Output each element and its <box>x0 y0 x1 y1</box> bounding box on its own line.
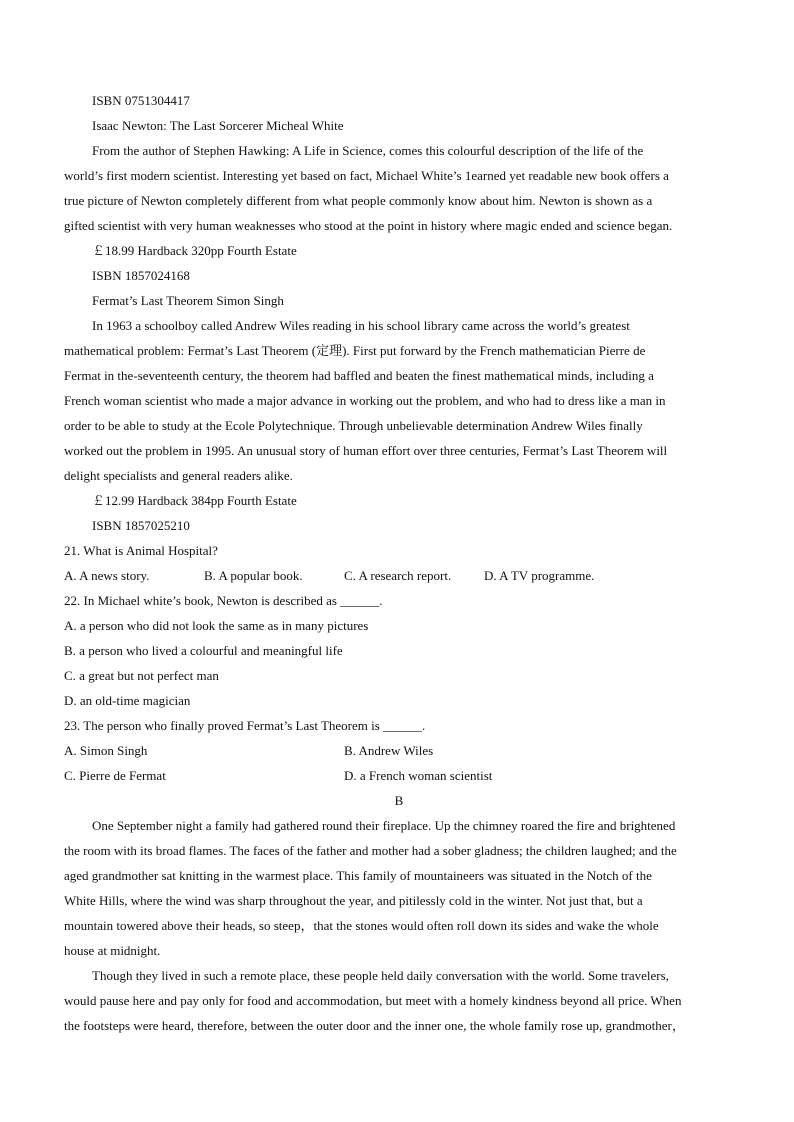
answer-option: B. a person who lived a colourful and meaningful life <box>64 643 343 658</box>
paragraph-line: gifted scientist with very human weaknesses who stood at the point in history where magic ended and science began. <box>64 218 673 233</box>
paragraph-line: the room with its broad flames. The faces of the father and mother had a sober gladness; the children laughed; and the <box>64 843 677 858</box>
answer-option: C. A research report. <box>344 568 452 583</box>
answer-option: D. an old-time magician <box>64 693 191 708</box>
question-options <box>64 738 734 763</box>
question-stem: 22. In Michael white’s book, Newton is described as ______. <box>64 593 383 608</box>
answer-option: D. A TV programme. <box>484 568 595 583</box>
answer-option: D. a French woman scientist <box>344 768 493 783</box>
question-options <box>64 763 734 788</box>
answer-option: A. A news story. <box>64 568 150 583</box>
paragraph-line: would pause here and pay only for food and accommodation, but meet with a homely kindness beyond all price. When <box>64 993 682 1008</box>
paragraph-line: One September night a family had gathered round their fireplace. Up the chimney roared the fire and brightened <box>92 818 676 833</box>
price-line: ￡18.99 Hardback 320pp Fourth Estate <box>92 243 297 258</box>
question-stem: 21. What is Animal Hospital? <box>64 543 218 558</box>
price-line: ￡12.99 Hardback 384pp Fourth Estate <box>92 493 297 508</box>
paragraph-line: true picture of Newton completely different from what people commonly know about him. Newton is shown as a <box>64 193 653 208</box>
paragraph-line: the footsteps were heard, therefore, between the outer door and the inner one, the whole family rose up, grandmother， <box>64 1018 685 1033</box>
answer-option: C. Pierre de Fermat <box>64 768 166 783</box>
paragraph-line: order to be able to study at the Ecole Polytechnique. Through unbelievable determination Andrew Wiles finally <box>64 418 643 433</box>
paragraph-line: delight specialists and general readers alike. <box>64 468 293 483</box>
paragraph-line: French woman scientist who made a major advance in working out the problem, and who had to dress like a man in <box>64 393 666 408</box>
isbn-line: ISBN 1857025210 <box>92 518 190 533</box>
book-title: Fermat’s Last Theorem Simon Singh <box>92 293 284 308</box>
answer-option: C. a great but not perfect man <box>64 668 219 683</box>
paragraph-line: world’s first modern scientist. Interesting yet based on fact, Michael White’s 1earned yet readable new book offers a <box>64 168 669 183</box>
paragraph-line: worked out the problem in 1995. An unusual story of human effort over three centuries, Fermat’s Last Theorem will <box>64 443 668 458</box>
paragraph-line: From the author of Stephen Hawking: A Life in Science, comes this colourful description of the life of the <box>92 143 644 158</box>
answer-option: A. Simon Singh <box>64 743 148 758</box>
book-title: Isaac Newton: The Last Sorcerer Micheal White <box>92 118 344 133</box>
paragraph-line: White Hills, where the wind was sharp throughout the year, and pitilessly cold in the winter. Not just that, but a <box>64 893 643 908</box>
paragraph-line: Though they lived in such a remote place, these people held daily conversation with the world. Some travelers, <box>92 968 669 983</box>
paragraph-line: Fermat in the-seventeenth century, the theorem had baffled and beaten the finest mathematical minds, including a <box>64 368 654 383</box>
answer-option: B. A popular book. <box>204 568 303 583</box>
paragraph-line: mountain towered above their heads, so steep，that the stones would often roll down its sides and wake the whole <box>64 918 659 933</box>
question-options <box>64 563 734 588</box>
paragraph-line: aged grandmother sat knitting in the warmest place. This family of mountaineers was situated in the Notch of the <box>64 868 652 883</box>
answer-option: A. a person who did not look the same as in many pictures <box>64 618 369 633</box>
isbn-line: ISBN 0751304417 <box>92 93 190 108</box>
paragraph-line: In 1963 a schoolboy called Andrew Wiles reading in his school library came across the world’s greatest <box>92 318 630 333</box>
document-page <box>64 88 734 1038</box>
isbn-line: ISBN 1857024168 <box>92 268 190 283</box>
answer-option: B. Andrew Wiles <box>344 743 434 758</box>
paragraph-line: mathematical problem: Fermat’s Last Theorem (定理). First put forward by the French mathematician Pierre de <box>64 343 646 358</box>
paragraph-line: house at midnight. <box>64 943 161 958</box>
question-stem: 23. The person who finally proved Fermat’s Last Theorem is ______. <box>64 718 426 733</box>
section-heading: B <box>394 793 404 808</box>
